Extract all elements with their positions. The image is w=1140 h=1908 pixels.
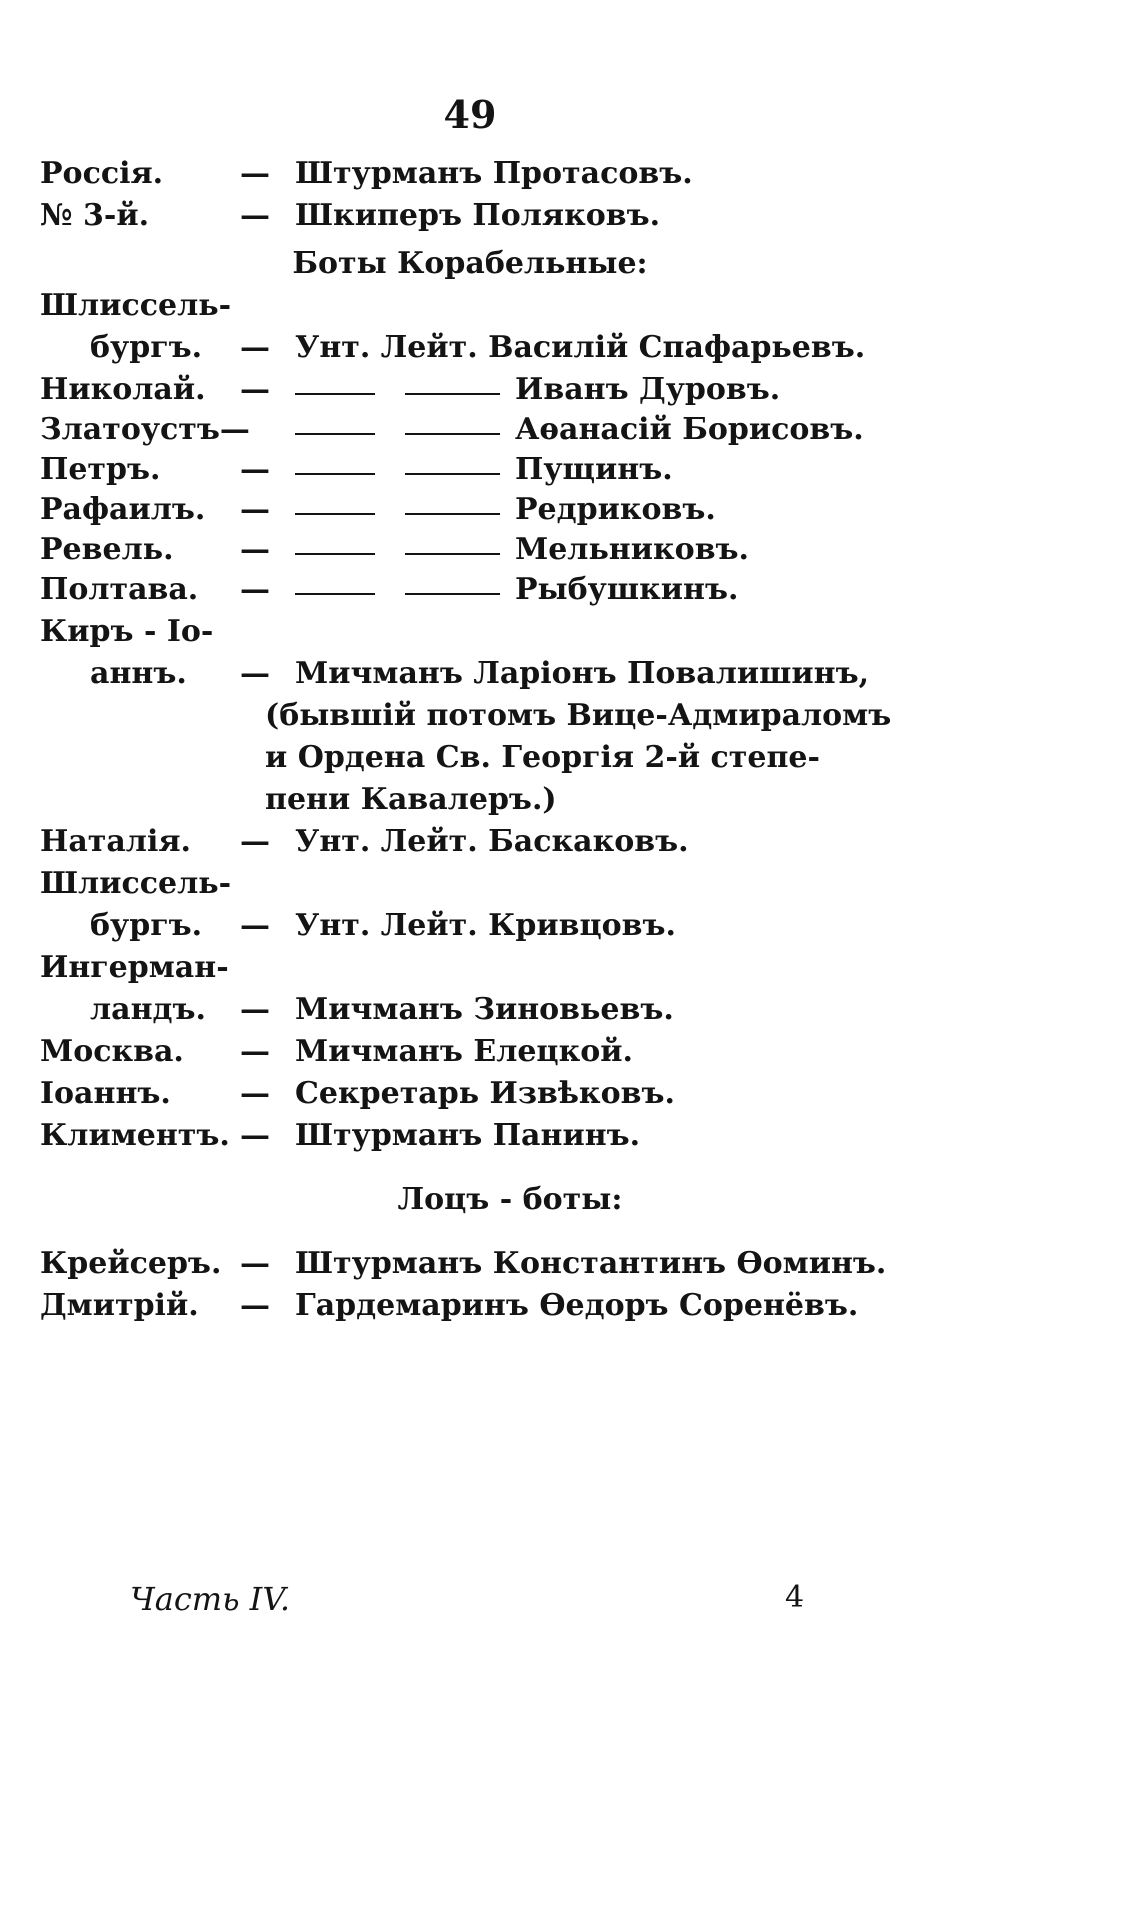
crew-text: Штурманъ Константинъ Ѳоминъ. [295,1246,887,1281]
dash: — [240,1076,270,1111]
crew-text: Секретарь Извѣковъ. [295,1076,675,1111]
crew-text: Мичманъ Ларіонъ Повалишинъ, [295,656,870,691]
ship-name: Дмитрій. [40,1288,199,1323]
dash: — [240,908,270,943]
dash: — [240,824,270,859]
heading-lots-bots: Лоцъ - боты: [397,1182,623,1217]
entry-petr [40,452,900,494]
dash: — [240,330,270,365]
ship-name: Крейсеръ. [40,1246,222,1281]
dash: — [240,992,270,1027]
ship-name: Полтава. [40,572,199,607]
ditto-line [405,393,500,395]
entry-revel [40,532,900,574]
crew-name: Редриковъ. [515,492,716,527]
crew-name: Мельниковъ. [515,532,749,567]
entry-zlatoust [40,412,900,454]
entry-dmitriy [40,1288,900,1330]
ship-name: Шлиссель- [40,288,232,323]
ship-name: бургъ. [90,908,203,943]
ditto-line [295,393,375,395]
ship-name: Іоаннъ. [40,1076,171,1111]
footer-part-label: Часть IV. [130,1580,290,1618]
dash: — [240,156,270,191]
entry-moskva [40,1034,900,1076]
ship-name: Шлиссель- [40,866,232,901]
ship-name: Рафаилъ. [40,492,206,527]
crew-text: Унт. Лейт. Кривцовъ. [295,908,676,943]
entry-poltava [40,572,900,614]
ship-name: № 3-й. [40,198,150,233]
entry-ingermanland-b [40,992,900,1034]
crew-name: Пущинъ. [515,452,673,487]
crew-text: Унт. Лейт. Василій Спафарьевъ. [295,330,866,365]
ditto-line [405,513,500,515]
ship-name: Ревель. [40,532,174,567]
entry-kliment [40,1118,900,1160]
entry-shlisselburg-1a [40,288,900,330]
ditto-line [295,513,375,515]
ship-name: ландъ. [90,992,207,1027]
entry-rafail [40,492,900,534]
crew-text: Мичманъ Елецкой. [295,1034,633,1069]
crew-text: Шкиперъ Поляковъ. [295,198,661,233]
entry-nikolai [40,372,900,414]
entry-kir-ioann-b [40,656,900,698]
ship-name: бургъ. [90,330,203,365]
crew-text: Штурманъ Панинъ. [295,1118,641,1153]
dash: — [240,572,270,607]
dash: — [240,1288,270,1323]
crew-text: Гардемаринъ Ѳедоръ Соренёвъ. [295,1288,859,1323]
ditto-line [405,553,500,555]
ditto-line [295,553,375,555]
crew-text: Штурманъ Протасовъ. [295,156,693,191]
crew-name: Аѳанасій Борисовъ. [515,412,864,447]
continuation-line: пени Кавалеръ.) [265,782,557,817]
ship-name: Златоустъ— [40,412,250,447]
continuation-line: и Ордена Св. Георгія 2-й степе- [265,740,820,775]
ship-name: Николай. [40,372,206,407]
ship-name: Петръ. [40,452,161,487]
ship-name: аннъ. [90,656,187,691]
dash: — [240,1246,270,1281]
footer-signature-mark: 4 [785,1580,805,1615]
ditto-line [405,593,500,595]
dash: — [240,532,270,567]
ditto-line [405,473,500,475]
entry-no3 [40,198,900,240]
dash: — [240,1118,270,1153]
ship-name: Климентъ. [40,1118,230,1153]
crew-text: Мичманъ Зиновьевъ. [295,992,674,1027]
entry-natalia [40,824,900,866]
ship-name: Киръ - Іо- [40,614,214,649]
entry-shlisselburg-1b [40,330,900,372]
ship-name: Ингерман- [40,950,229,985]
entry-ioann [40,1076,900,1118]
entry-shlisselburg-2a [40,866,900,908]
continuation-line: (бывшій потомъ Вице-Адмираломъ [265,698,892,733]
ditto-line [295,433,375,435]
dash: — [240,492,270,527]
ship-name: Москва. [40,1034,184,1069]
entry-kreiser [40,1246,900,1288]
dash: — [240,1034,270,1069]
ditto-line [295,473,375,475]
page-number: 49 [443,92,497,137]
ship-name: Россія. [40,156,164,191]
crew-name: Иванъ Дуровъ. [515,372,781,407]
dash: — [240,656,270,691]
entry-shlisselburg-2b [40,908,900,950]
dash: — [240,198,270,233]
ditto-line [405,433,500,435]
dash: — [240,372,270,407]
entry-kir-ioann-a [40,614,900,656]
entry-ingermanland-a [40,950,900,992]
crew-text: Унт. Лейт. Баскаковъ. [295,824,689,859]
heading-ship-bots: Боты Корабельные: [292,246,648,281]
dash: — [240,452,270,487]
crew-name: Рыбушкинъ. [515,572,739,607]
ditto-line [295,593,375,595]
ship-name: Наталія. [40,824,191,859]
entry-rossiya [40,156,900,198]
